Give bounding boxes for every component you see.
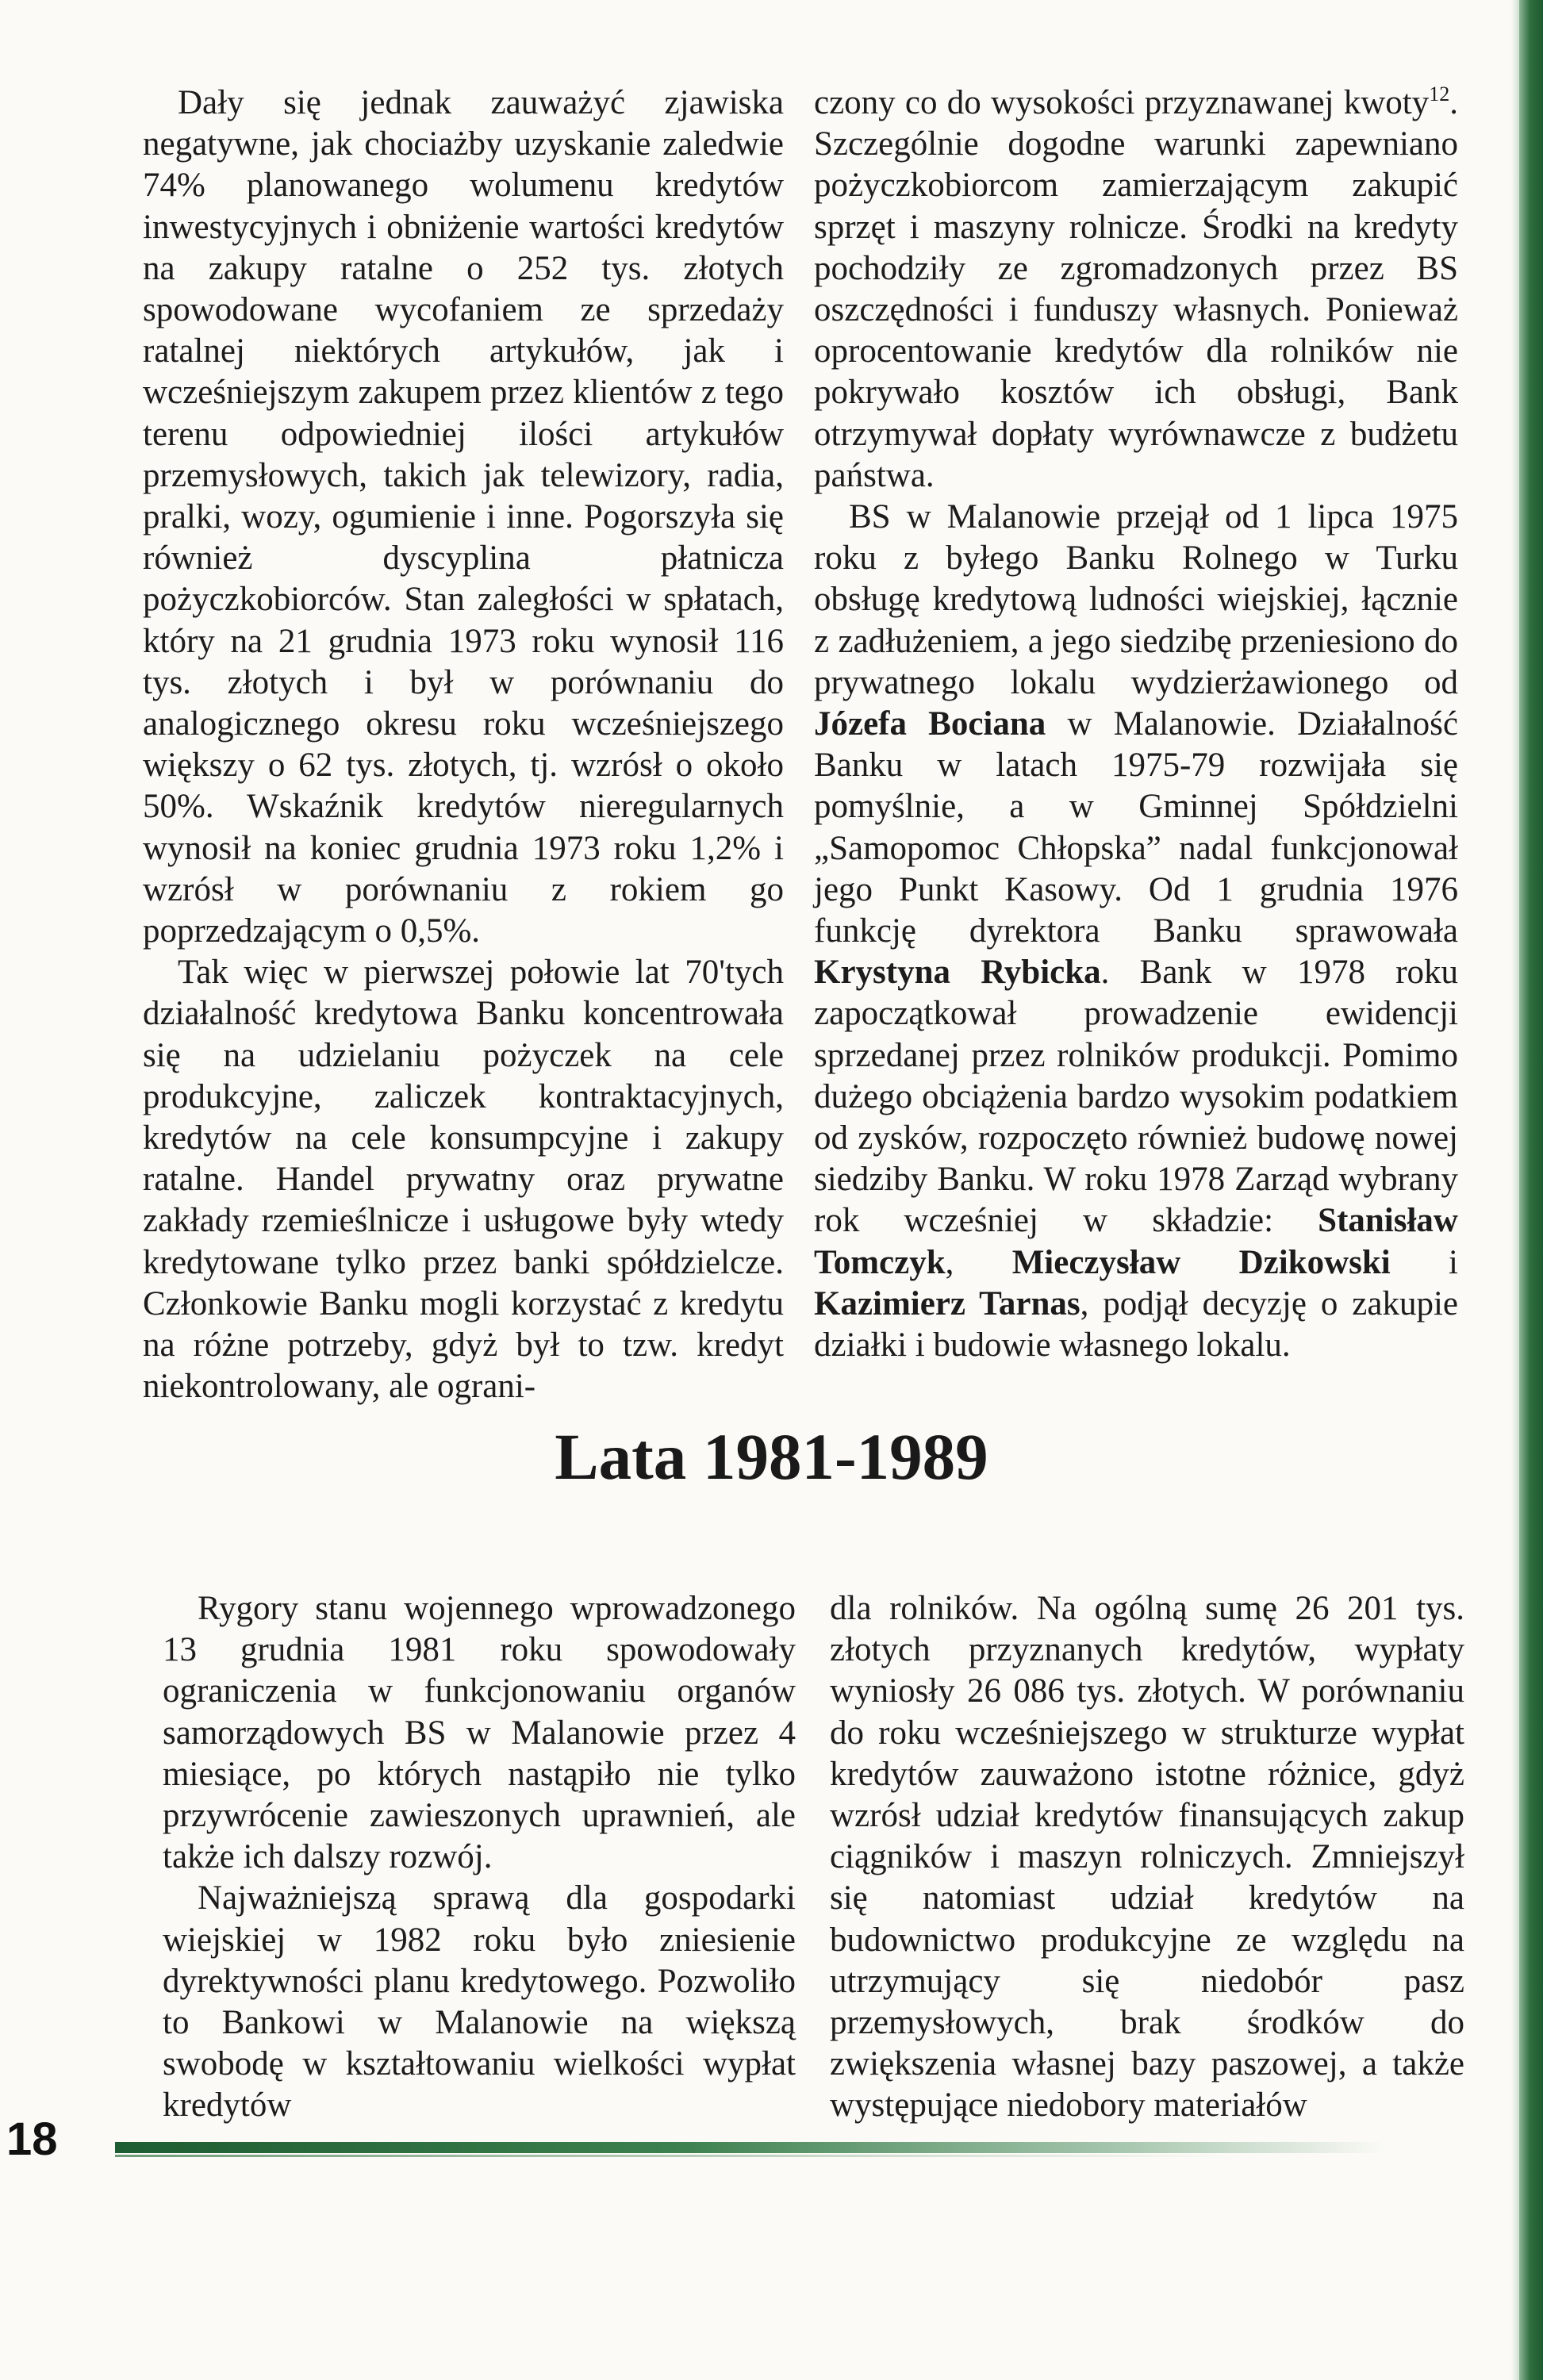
paragraph [814, 497, 1458, 1366]
text-run: w Malanowie. Działalność Banku w latach 1975-79 rozwijała się pomyślnie, a w Gminnej Spółdzielni „Samopomoc Chłopska” nadal funkcjonował jego Punkt Kasowy. Od 1 grudnia 1976 funkcję dyrektora Banku sprawowała [814, 705, 1459, 950]
page-number: 18 [6, 2113, 58, 2165]
page-edge-green-band [1519, 0, 1543, 2380]
paragraph: Najważniejszą sprawą dla gospodarki wiejskiej w 1982 roku było zniesienie dyrektywności planu kredytowego. Pozwoliło to Bankowi w Malanowie na większą swobodę w kształtowaniu wielkości wypłat kredytów [163, 1879, 796, 2125]
text-run: . Szczególnie dogodne warunki zapewniano pożyczkobiorcom zamierzającym zakupić sprzęt i maszyny rolnicze. Środki na kredyty pochodziły ze zgromadzonych przez BS oszczędności i funduszy własnych. Ponieważ oprocentowanie kredytów dla rolników nie pokrywało kosztów ich obsługi, Bank otrzymywał dopłaty wyrównawcze z budżetu państwa. [814, 84, 1458, 494]
text-run: . Bank w 1978 roku zapoczątkował prowadzenie ewidencji sprzedanej przez rolników produkcji. Pomimo dużego obciążenia bardzo wysokim podatkiem od zysków, rozpoczęto również budowę nowej siedziby Banku. W roku 1978 Zarząd wybrany rok wcześniej w składzie: [814, 954, 1459, 1240]
footnote-marker: 12 [1429, 83, 1450, 106]
paragraph: Tak więc w pierwszej połowie lat 70'tych działalność kredytowa Banku koncentrowała się na udzielaniu pożyczek na cele produkcyjne, zaliczek kontraktacyjnych, kredytów na cele konsumpcyjne i zakupy ratalne. Handel prywatny oraz prywatne zakłady rzemieślnicze i usługowe były wtedy kredytowane tylko przez banki spółdzielcze. Członkowie Banku mogli korzystać z kredytu na różne potrzeby, gdyż był to tzw. kredyt niekontrolowany, ale ograni- [143, 954, 784, 1406]
paragraph: dla rolników. Na ogólną sumę 26 201 tys. złotych przyznanych kredytów, wypłaty wyniosły 26 086 tys. złotych. W porównaniu do roku wcześniejszego w strukturze wypłat kredytów zauważono istotne różnice, gdyż wzrósł udział kredytów finansujących zakup ciągników i maszyn rolniczych. Zmniejszył się natomiast udział kredytów na budownictwo produkcyjne ze względu na utrzymujący się niedobór pasz przemysłowych, brak środków do zwiększenia własnej bazy paszowej, a także występujące niedobory materiałów [830, 1590, 1464, 2125]
column-bottom-right [830, 1588, 1464, 2127]
column-top-left [143, 83, 784, 1408]
text-run: BS w Malanowie przejął od 1 lipca 1975 roku z byłego Banku Rolnego w Turku obsługę kredytową ludności wiejskiej, łącznie z zadłużeniem, a jego siedzibę przeniesiono do prywatnego lokalu wydzierżawionego od [814, 498, 1458, 701]
person-name: Józefa Bociana [814, 705, 1046, 743]
text-run: , podjął decyzję o zakupie działki i budowie własnego lokalu. [814, 1284, 1458, 1365]
person-name: Krystyna Rybicka [814, 954, 1101, 992]
column-top-right [814, 83, 1458, 1366]
text-run: i [1449, 1243, 1458, 1281]
page-edge-highlight [1511, 0, 1519, 2380]
paragraph: Dały się jednak zauważyć zjawiska negatywne, jak chociażby uzyskanie zaledwie 74% planowanego wolumenu kredytów inwestycyjnych i obniżenie wartości kredytów na zakupy ratalne o 252 tys. złotych spowodowane wycofaniem ze sprzedaży ratalnej niektórych artykułów, jak i wcześniejszym zakupem przez klientów z tego terenu odpowiedniej ilości artykułów przemysłowych, takich jak telewizory, radia, pralki, wozy, ogumienie i inne. Pogorszyła się również dyscyplina płatnicza pożyczkobiorców. Stan zaległości w spłatach, który na 21 grudnia 1973 roku wynosił 116 tys. złotych i był w porównaniu do analogicznego okresu roku wcześniejszego większy o 62 tys. złotych, tj. wzrósł o około 50%. Wskaźnik kredytów nieregularnych wynosił na koniec grudnia 1973 roku 1,2% i wzrósł w porównaniu z rokiem go poprzedzającym o 0,5%. [143, 84, 784, 950]
text-run: czony co do wysokości przyznawanej kwoty [814, 84, 1430, 121]
text-run: , [945, 1243, 954, 1281]
column-bottom-left [163, 1588, 796, 2127]
paragraph [814, 83, 1458, 497]
paragraph: Rygory stanu wojennego wprowadzonego 13 grudnia 1981 roku spowodowały ograniczenia w funkcjonowaniu organów samorządowych BS w Malanowie przez 4 miesiące, po których nastąpiło nie tylko przywrócenie zawieszonych uprawnień, ale także ich dalszy rozwój. [163, 1590, 796, 1876]
footer-thin-rule [115, 2155, 1226, 2157]
person-name: Mieczysław Dzikowski [1011, 1243, 1391, 1281]
person-name: Kazimierz Tarnas [814, 1284, 1080, 1322]
section-title: Lata 1981-1989 [555, 1420, 988, 1493]
person-name: Stanisław Tomczyk [814, 1202, 1458, 1281]
footer-green-rule [115, 2142, 1384, 2153]
